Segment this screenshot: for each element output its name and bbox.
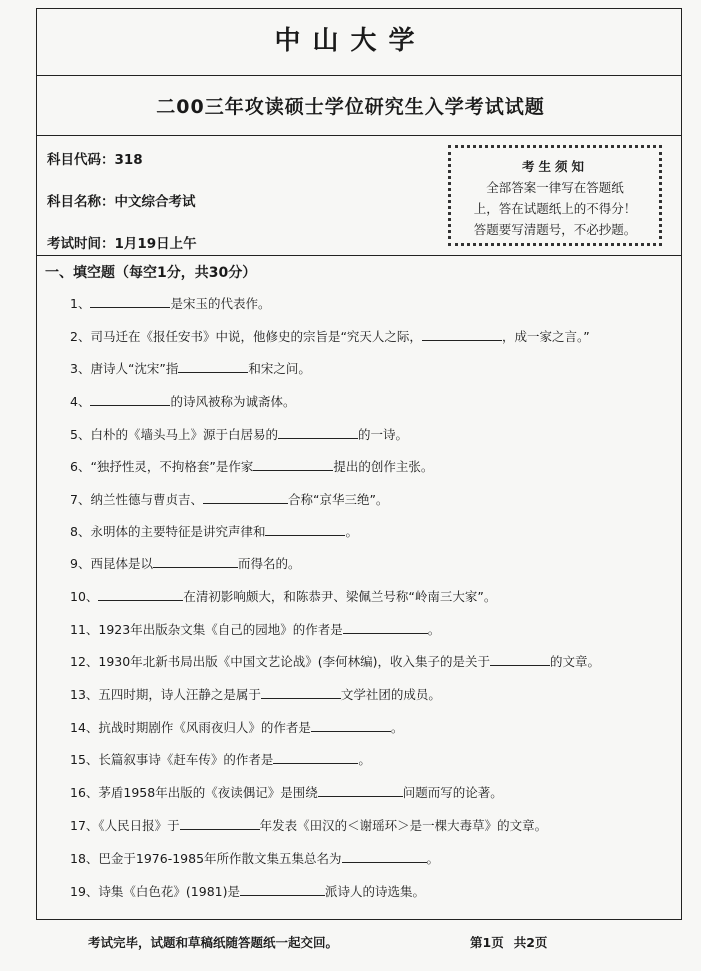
answer-blank bbox=[153, 555, 238, 568]
question-text: 诗集《白色花》(1981)是 bbox=[98, 884, 240, 899]
question-text: 。 bbox=[426, 851, 440, 866]
question-number: 1、 bbox=[70, 296, 91, 311]
answer-blank bbox=[98, 588, 183, 601]
question-16 bbox=[70, 783, 503, 801]
question-text: ，成一家之言。” bbox=[501, 329, 590, 344]
answer-blank bbox=[490, 653, 550, 666]
question-text: 抗战时期剧作《风雨夜归人》的作者是 bbox=[98, 720, 311, 735]
subject-name: 科目名称：中文综合考试 bbox=[47, 194, 196, 210]
exam-title: 二00三年攻读硕士学位研究生入学考试试题 bbox=[156, 96, 545, 118]
exam-time: 考试时间：1月19日上午 bbox=[47, 236, 197, 252]
answer-blank bbox=[203, 491, 288, 504]
question-number: 11、 bbox=[70, 622, 99, 637]
question-8 bbox=[70, 522, 358, 540]
question-text: 。 bbox=[358, 752, 371, 767]
answer-blank bbox=[265, 523, 345, 536]
question-text: 年发表《田汉的＜谢瑶环＞是一棵大毒草》的文章。 bbox=[259, 818, 548, 833]
question-6 bbox=[70, 457, 433, 475]
subject-code: 科目代码：318 bbox=[47, 152, 143, 168]
question-number: 15、 bbox=[70, 752, 99, 767]
question-text: 西昆体是以 bbox=[90, 556, 153, 571]
question-text: 派诗人的诗选集。 bbox=[324, 884, 425, 899]
question-number: 6、 bbox=[70, 459, 91, 474]
answer-blank bbox=[178, 360, 248, 373]
question-15 bbox=[70, 750, 371, 768]
question-1 bbox=[70, 294, 270, 312]
question-text: 巴金于1976-1985年所作散文集五集总名为 bbox=[98, 851, 342, 866]
answer-blank bbox=[273, 751, 358, 764]
question-19 bbox=[70, 882, 425, 900]
question-number: 18、 bbox=[70, 851, 99, 866]
question-text: “独抒性灵，不拘格套”是作家 bbox=[90, 459, 254, 474]
notice-title: 考生须知 bbox=[521, 159, 588, 174]
question-3 bbox=[70, 359, 311, 377]
question-text: 1923年出版杂文集《自己的园地》的作者是 bbox=[98, 622, 343, 637]
question-text: 的文章。 bbox=[549, 654, 600, 669]
question-number: 2、 bbox=[70, 329, 91, 344]
divider bbox=[36, 135, 682, 136]
question-number: 10、 bbox=[70, 589, 99, 604]
question-text: 的一诗。 bbox=[357, 427, 408, 442]
question-text: 而得名的。 bbox=[237, 556, 301, 571]
divider bbox=[36, 255, 682, 256]
question-text: 永明体的主要特征是讲究声律和 bbox=[90, 524, 266, 539]
question-number: 12、 bbox=[70, 654, 99, 669]
question-number: 3、 bbox=[70, 361, 91, 376]
question-text: 问题而写的论著。 bbox=[402, 785, 503, 800]
answer-blank bbox=[240, 883, 325, 896]
answer-blank bbox=[311, 719, 391, 732]
question-2 bbox=[70, 327, 590, 345]
question-number: 13、 bbox=[70, 687, 99, 702]
question-number: 7、 bbox=[70, 492, 91, 507]
question-14 bbox=[70, 718, 403, 736]
answer-blank bbox=[253, 458, 333, 471]
question-number: 19、 bbox=[70, 884, 99, 899]
notice-line: 上，答在试题纸上的不得分！ bbox=[473, 201, 637, 216]
answer-blank bbox=[343, 621, 428, 634]
question-text: 在清初影响颇大，和陈恭尹、梁佩兰号称“岭南三大家”。 bbox=[183, 589, 497, 604]
question-text: 《人民日报》于 bbox=[98, 818, 180, 833]
answer-blank bbox=[90, 295, 170, 308]
answer-blank bbox=[318, 784, 403, 797]
footer-note: 考试完毕，试题和草稿纸随答题纸一起交回。 bbox=[88, 935, 339, 950]
question-number: 17、 bbox=[70, 818, 99, 833]
question-text: 。 bbox=[390, 720, 404, 735]
question-text: 。 bbox=[345, 524, 358, 539]
divider bbox=[36, 75, 682, 76]
section-title: 一、填空题（每空1分，共30分） bbox=[45, 265, 257, 281]
question-text: 司马迁在《报任安书》中说，他修史的宗旨是“究天人之际， bbox=[90, 329, 422, 344]
question-4 bbox=[70, 392, 295, 410]
page-number: 第1页 bbox=[470, 935, 504, 950]
question-text: 的诗风被称为诚斋体。 bbox=[170, 394, 296, 409]
question-text: 白朴的《墙头马上》源于白居易的 bbox=[90, 427, 278, 442]
university-name: 中山大学 bbox=[274, 26, 427, 56]
question-text: 是宋玉的代表作。 bbox=[170, 296, 271, 311]
notice-line: 全部答案一律写在答题纸 bbox=[486, 180, 624, 195]
answer-blank bbox=[180, 817, 260, 830]
answer-blank bbox=[261, 686, 341, 699]
question-7 bbox=[70, 490, 388, 508]
question-number: 14、 bbox=[70, 720, 99, 735]
notice-line: 答题要写清题号，不必抄题。 bbox=[473, 222, 637, 237]
question-9 bbox=[70, 554, 300, 572]
page-total: 共2页 bbox=[513, 935, 548, 950]
question-number: 8、 bbox=[70, 524, 91, 539]
question-13 bbox=[70, 685, 441, 703]
question-number: 5、 bbox=[70, 427, 91, 442]
question-text: 文学社团的成员。 bbox=[340, 687, 441, 702]
question-text: 茅盾1958年出版的《夜读偶记》是围绕 bbox=[98, 785, 318, 800]
question-text: 提出的创作主张。 bbox=[333, 459, 434, 474]
question-12 bbox=[70, 652, 600, 670]
question-text: 1930年北新书局出版《中国文艺论战》(李何林编)，收入集子的是关于 bbox=[98, 654, 490, 669]
question-text: 纳兰性德与曹贞吉、 bbox=[90, 492, 203, 507]
page-indicator bbox=[470, 933, 557, 951]
answer-blank bbox=[278, 426, 358, 439]
answer-blank bbox=[342, 850, 427, 863]
answer-blank bbox=[422, 328, 502, 341]
question-11 bbox=[70, 620, 440, 638]
question-text: 合称“京华三绝”。 bbox=[287, 492, 389, 507]
question-text: 长篇叙事诗《赶车传》的作者是 bbox=[98, 752, 274, 767]
question-number: 9、 bbox=[70, 556, 91, 571]
question-number: 4、 bbox=[70, 394, 91, 409]
question-text: 。 bbox=[427, 622, 441, 637]
question-10 bbox=[70, 587, 496, 605]
question-number: 16、 bbox=[70, 785, 99, 800]
question-18 bbox=[70, 849, 439, 867]
answer-blank bbox=[90, 393, 170, 406]
question-text: 和宋之问。 bbox=[248, 361, 311, 376]
question-5 bbox=[70, 425, 408, 443]
question-text: 唐诗人“沈宋”指 bbox=[90, 361, 179, 376]
question-text: 五四时期，诗人汪静之是属于 bbox=[98, 687, 261, 702]
candidate-notice-box bbox=[448, 145, 662, 246]
question-17 bbox=[70, 816, 547, 834]
